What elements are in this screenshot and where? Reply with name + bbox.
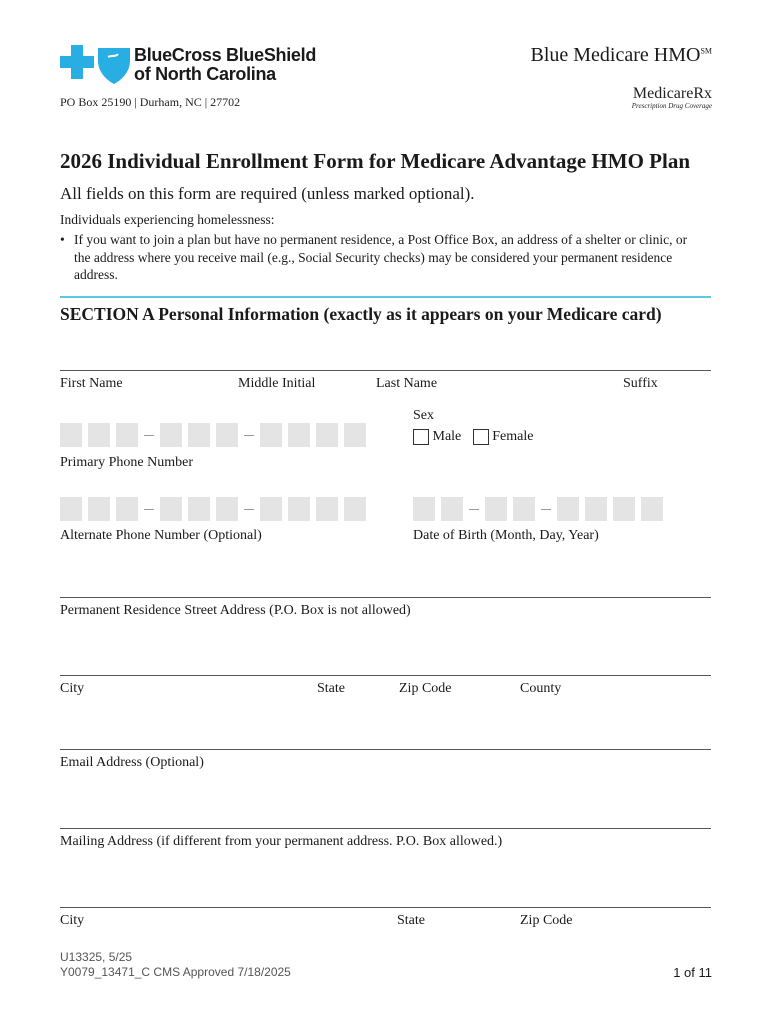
suffix-label: Suffix	[623, 376, 658, 391]
email-label: Email Address (Optional)	[60, 755, 204, 770]
digit-box[interactable]	[160, 497, 182, 521]
separator-dash	[144, 435, 154, 436]
separator-dash	[541, 509, 551, 510]
plan-name-text: Blue Medicare HMO	[530, 44, 701, 66]
medicare-rx-tagline: Prescription Drug Coverage	[631, 102, 712, 110]
section-a-title: SECTION A Personal Information (exactly as it appears on your Medicare card)	[60, 304, 662, 324]
digit-box[interactable]	[260, 423, 282, 447]
homelessness-bullet	[60, 231, 700, 284]
alternate-phone-label: Alternate Phone Number (Optional)	[60, 528, 262, 543]
female-label: Female	[492, 429, 534, 445]
bcbs-logo-text	[134, 46, 316, 84]
male-label: Male	[432, 429, 462, 445]
form-code-line-1: U13325, 5/25	[60, 950, 133, 964]
digit-box[interactable]	[88, 497, 110, 521]
street-address-line[interactable]	[60, 597, 711, 598]
digit-box[interactable]	[160, 423, 182, 447]
digit-box[interactable]	[557, 497, 579, 521]
homelessness-bullet-text: If you want to join a plan but have no permanent residence, a Post Office Box, an address of a shelter or clinic, or the address where you receive mail (e.g., Social Security checks) may be considered your permanent residence address.	[74, 232, 688, 282]
sex-options	[413, 429, 533, 445]
separator-dash	[144, 509, 154, 510]
digit-box[interactable]	[188, 423, 210, 447]
city-label: City	[60, 681, 85, 696]
logo-line-1: BlueCross BlueShield	[134, 45, 317, 65]
state-label: State	[317, 681, 345, 696]
digit-box[interactable]	[316, 423, 338, 447]
primary-phone-input[interactable]	[60, 423, 372, 447]
dob-label: Date of Birth (Month, Day, Year)	[413, 528, 599, 543]
digit-box[interactable]	[216, 497, 238, 521]
mailing-city-line[interactable]	[60, 907, 711, 908]
digit-box[interactable]	[116, 497, 138, 521]
digit-box[interactable]	[288, 423, 310, 447]
digit-box[interactable]	[188, 497, 210, 521]
digit-box[interactable]	[216, 423, 238, 447]
digit-box[interactable]	[88, 423, 110, 447]
mailing-address-label: Mailing Address (if different from your permanent address. P.O. Box allowed.)	[60, 834, 503, 849]
county-label: County	[520, 681, 562, 696]
digit-box[interactable]	[60, 423, 82, 447]
section-divider	[60, 296, 711, 298]
female-checkbox[interactable]	[473, 429, 489, 445]
medicare-rx-logo	[632, 86, 712, 110]
last-name-label: Last Name	[376, 376, 438, 391]
mailing-address-line[interactable]	[60, 828, 711, 829]
homelessness-label: Individuals experiencing homelessness:	[60, 212, 275, 227]
page-subtitle: All fields on this form are required (unless marked optional).	[60, 184, 475, 203]
digit-box[interactable]	[485, 497, 507, 521]
medicare-rx-text: MedicareRx	[632, 85, 712, 102]
mailing-state-label: State	[397, 913, 425, 928]
bullet-icon: •	[60, 232, 65, 247]
city-line[interactable]	[60, 675, 711, 676]
dob-input[interactable]	[413, 497, 669, 521]
digit-box[interactable]	[316, 497, 338, 521]
street-address-label: Permanent Residence Street Address (P.O. Box is not allowed)	[60, 603, 411, 618]
form-code-line-2: Y0079_13471_C CMS Approved 7/18/2025	[60, 965, 291, 979]
logo-line-2: of North Carolina	[134, 64, 276, 84]
digit-box[interactable]	[641, 497, 663, 521]
digit-box[interactable]	[413, 497, 435, 521]
separator-dash	[244, 435, 254, 436]
digit-box[interactable]	[344, 497, 366, 521]
mailing-city-label: City	[60, 913, 85, 928]
digit-box[interactable]	[585, 497, 607, 521]
primary-phone-label: Primary Phone Number	[60, 455, 193, 470]
mailing-address-header: PO Box 25190 | Durham, NC | 27702	[60, 95, 241, 109]
page-number: 1 of 11	[673, 965, 712, 980]
service-mark: SM	[700, 46, 712, 56]
plan-name	[530, 44, 712, 67]
separator-dash	[469, 509, 479, 510]
name-line[interactable]	[60, 370, 711, 371]
digit-box[interactable]	[260, 497, 282, 521]
sex-label: Sex	[413, 408, 434, 423]
email-line[interactable]	[60, 749, 711, 750]
first-name-label: First Name	[60, 376, 123, 391]
digit-box[interactable]	[613, 497, 635, 521]
digit-box[interactable]	[344, 423, 366, 447]
middle-initial-label: Middle Initial	[238, 376, 316, 391]
digit-box[interactable]	[60, 497, 82, 521]
digit-box[interactable]	[513, 497, 535, 521]
digit-box[interactable]	[288, 497, 310, 521]
bcbs-logo-icon	[60, 45, 132, 85]
alternate-phone-input[interactable]	[60, 497, 372, 521]
page-title: 2026 Individual Enrollment Form for Medicare Advantage HMO Plan	[60, 149, 690, 173]
male-checkbox[interactable]	[413, 429, 429, 445]
separator-dash	[244, 509, 254, 510]
mailing-zip-label: Zip Code	[520, 913, 573, 928]
digit-box[interactable]	[441, 497, 463, 521]
form-code	[60, 950, 291, 980]
digit-box[interactable]	[116, 423, 138, 447]
zip-label: Zip Code	[399, 681, 452, 696]
